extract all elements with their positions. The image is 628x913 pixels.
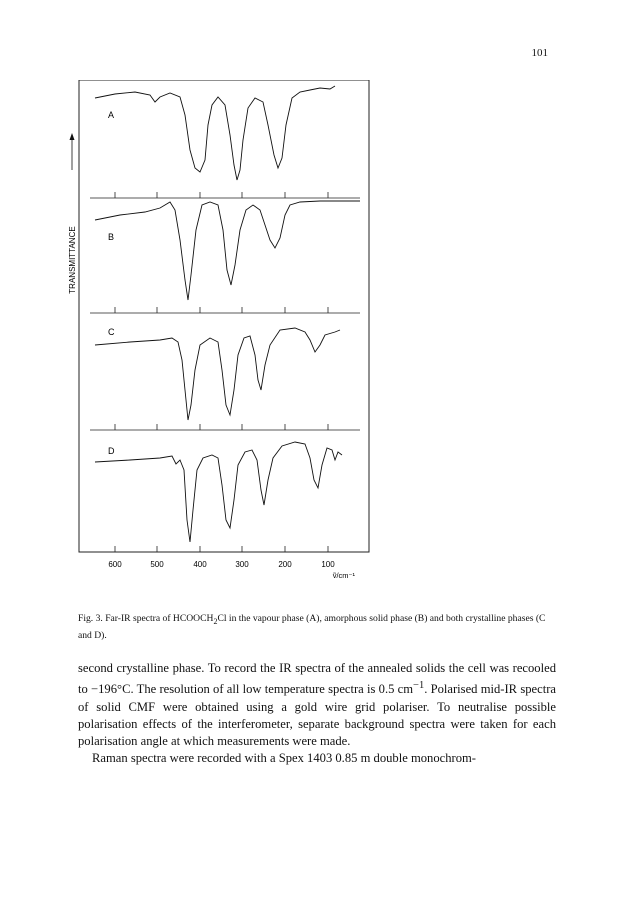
spectrum-b [95,201,360,300]
spectrum-a [95,86,335,180]
page-number: 101 [531,47,548,59]
x-axis-unit: ṽ/cm⁻¹ [332,571,355,580]
x-tick-label: 100 [321,560,335,569]
caption-rest: Cl in the vapour phase (A), amorphous solid phase (B) and both crystalline phases (C and D). [78,613,546,641]
x-tick-label: 400 [193,560,207,569]
body-paragraph-1 [78,660,556,750]
y-axis-label: TRANSMITTANCE [68,226,77,294]
panel-label-c: C [108,327,115,337]
panel-label-d: D [108,446,115,456]
caption-lead: Fig. 3. Far-IR spectra of HCOOCH [78,613,214,624]
figure-caption [78,612,556,643]
panel-label-b: B [108,232,115,242]
body-text [78,660,556,767]
body-superscript: −1 [413,680,425,692]
far-ir-spectra-figure [60,80,380,590]
panel-label-a: A [108,110,115,120]
x-tick-label: 600 [108,560,122,569]
body-paragraph-2: Raman spectra were recorded with a Spex 1403 0.85 m double monochrom- [92,751,476,766]
x-tick-label: 200 [278,560,292,569]
body-line-1: second crystalline phase. To record the IR spectra of the annealed solids the cell was recooled to −196°C. The resolution of all low temperature spectra is 0.5 cm [78,661,556,697]
x-tick-label: 300 [235,560,249,569]
figure-frame [79,80,369,552]
spectrum-c [95,328,340,420]
x-tick-label: 500 [150,560,164,569]
body-line-2: . Polarised mid-IR spectra of solid CMF were obtained using a gold wire grid polariser. To neutralise possible polarisation effects of the interferometer, separate background spectra were taken for each polarisation angle at which measurements were made. [78,682,556,748]
caption-subscript: 2 [213,616,218,626]
spectrum-d [95,442,342,542]
